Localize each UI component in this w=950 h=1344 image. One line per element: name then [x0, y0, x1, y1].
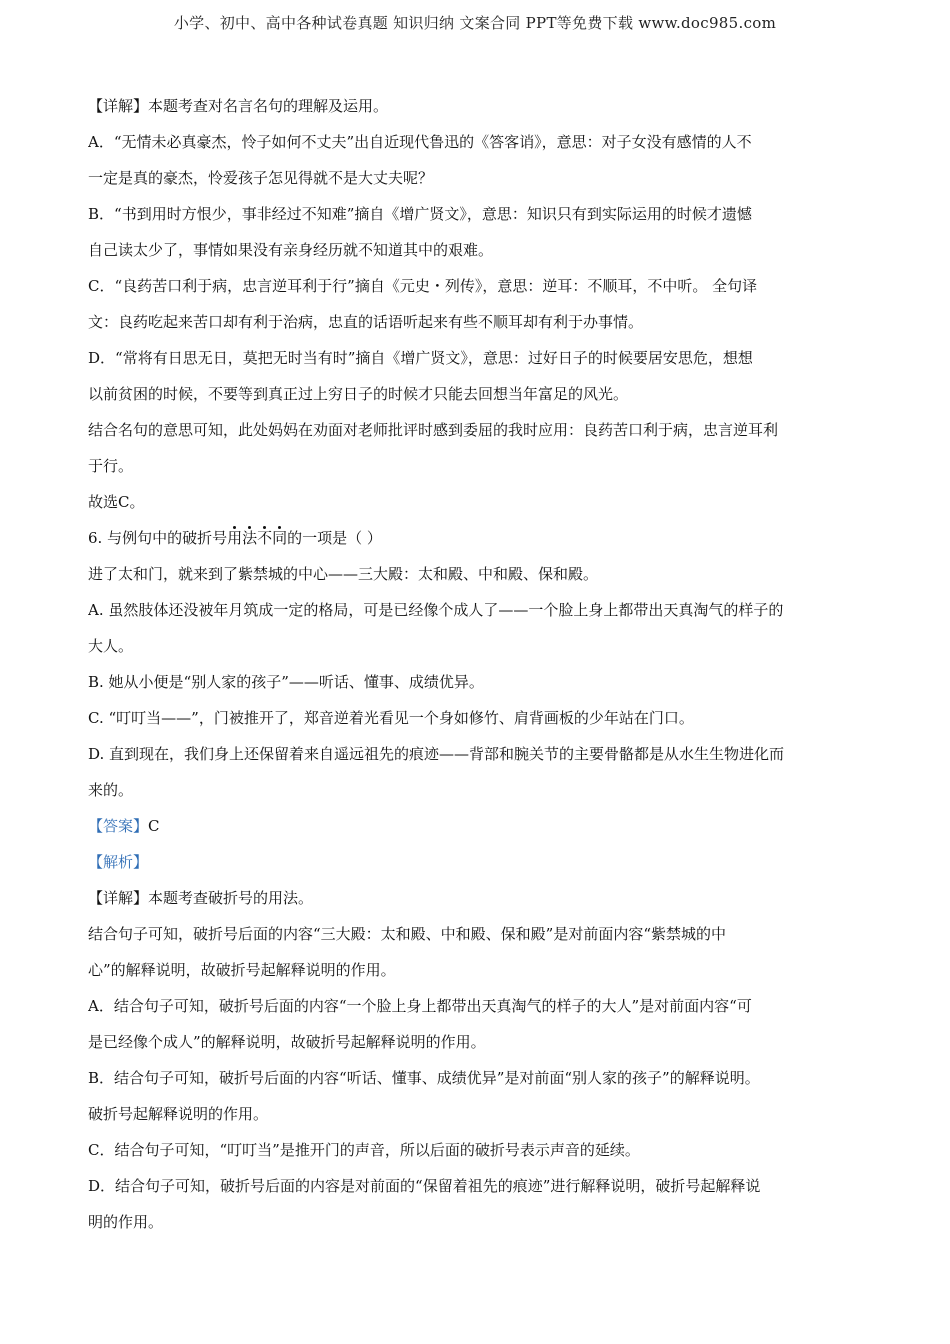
detail-line: 心”的解释说明，故破折号起解释说明的作用。 [88, 961, 396, 979]
text-line: 结合名句的意思可知，此处妈妈在劝面对老师批评时感到委屈的我时应用：良药苦口利于病，忠言逆耳利 [88, 421, 779, 439]
option-line: B. 她从小便是“别人家的孩子”——听话、懂事、成绩优异。 [88, 673, 484, 691]
option-line: 大人。 [88, 637, 134, 655]
answer-value: C [148, 817, 160, 835]
text-line: 文：良药吃起来苦口却有利于治病，忠直的话语听起来有些不顺耳却有利于办事情。 [88, 313, 644, 331]
emphasis-char: 同 [272, 529, 288, 547]
detail-line: 明的作用。 [88, 1213, 164, 1231]
question-suffix: 的一项是（ ） [287, 529, 382, 547]
detail-line: C．结合句子可知，“叮叮当”是推开门的声音，所以后面的破折号表示声音的延续。 [88, 1141, 640, 1159]
text-line: 故选C。 [88, 493, 145, 511]
emphasis-char: 不 [257, 529, 273, 547]
page-header: 小学、初中、高中各种试卷真题 知识归纳 文案合同 PPT等免费下载 www.doc985.com [173, 14, 777, 32]
question-prefix: 6. 与例句中的破折号 [88, 529, 228, 547]
analysis-label: 【解析】 [88, 853, 149, 871]
document-body [88, 88, 864, 1240]
example-sentence: 进了太和门，就来到了紫禁城的中心——三大殿：太和殿、中和殿、保和殿。 [88, 565, 599, 583]
option-line: D. 直到现在，我们身上还保留着来自遥远祖先的痕迹——背部和腕关节的主要骨骼都是从水生生物进化而 [88, 745, 785, 763]
detail-line: D．结合句子可知，破折号后面的内容是对前面的“保留着祖先的痕迹”进行解释说明，破折号起解释说 [88, 1177, 761, 1195]
detail-line: 结合句子可知，破折号后面的内容“三大殿：太和殿、中和殿、保和殿”是对前面内容“紫禁城的中 [88, 925, 727, 943]
emphasis-char: 用 [227, 529, 243, 547]
question-6-stem [88, 520, 864, 556]
text-line: 于行。 [88, 457, 134, 475]
text-line: C．“良药苦口利于病，忠言逆耳利于行”摘自《元史・列传》，意思：逆耳：不顺耳，不中听。 全句译 [88, 277, 758, 295]
text-line: 自己读太少了，事情如果没有亲身经历就不知道其中的艰难。 [88, 241, 494, 259]
detail-line: B．结合句子可知，破折号后面的内容“听话、懂事、成绩优异”是对前面“别人家的孩子”的解释说明。 [88, 1069, 760, 1087]
option-line: C. “叮叮当——”，门被推开了，郑音逆着光看见一个身如修竹、肩背画板的少年站在门口。 [88, 709, 694, 727]
answer-label: 【答案】 [88, 817, 149, 835]
detail-line: 破折号起解释说明的作用。 [88, 1105, 269, 1123]
text-line: 一定是真的豪杰，怜爱孩子怎见得就不是大丈夫呢？ [88, 169, 434, 187]
option-line: A. 虽然肢体还没被年月筑成一定的格局，可是已经像个成人了——一个脸上身上都带出天真淘气的样子的 [88, 601, 784, 619]
detail-line: 【详解】本题考查破折号的用法。 [88, 889, 314, 907]
detail-line: 是已经像个成人”的解释说明，故破折号起解释说明的作用。 [88, 1033, 486, 1051]
option-line: 来的。 [88, 781, 134, 799]
text-line: 以前贫困的时候，不要等到真正过上穷日子的时候才只能去回想当年富足的风光。 [88, 385, 629, 403]
text-line: 【详解】本题考查对名言名句的理解及运用。 [88, 97, 389, 115]
answer-line [88, 808, 864, 844]
text-line: A．“无情未必真豪杰，怜子如何不丈夫”出自近现代鲁迅的《答客诮》，意思：对子女没有感情的人不 [88, 133, 752, 151]
text-line: B．“书到用时方恨少，事非经过不知难”摘自《增广贤文》，意思：知识只有到实际运用的时候才遗憾 [88, 205, 752, 223]
text-line: D．“常将有日思无日，莫把无时当有时”摘自《增广贤文》，意思：过好日子的时候要居安思危，想想 [88, 349, 753, 367]
detail-line: A．结合句子可知，破折号后面的内容“一个脸上身上都带出天真淘气的样子的大人”是对前面内容“可 [88, 997, 752, 1015]
emphasis-char: 法 [242, 529, 258, 547]
